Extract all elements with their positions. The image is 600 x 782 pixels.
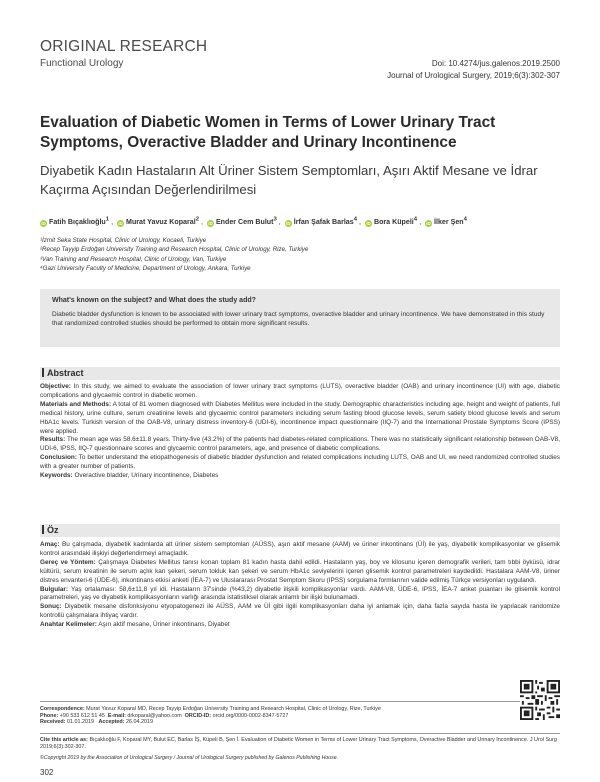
- phone-label: Phone:: [40, 712, 59, 719]
- doi-link[interactable]: Doi: 10.4274/jus.galenos.2019.2500: [431, 59, 560, 68]
- conclusion-label: Conclusion:: [40, 454, 77, 462]
- objective-text: In this study, we aimed to evaluate the association of lower urinary tract symptoms (LUTS), overactive bladder (OAB) and urinary incontinence (UI) with age, diabetic complications and glycaemic control in diabetic women.: [40, 383, 561, 399]
- abstract-keywords: [40, 472, 560, 481]
- heading-marker: [42, 368, 44, 377]
- results-text: The mean age was 58.6±11.8 years. Thirty-five (43.2%) of the patients had diabetes-related complications. There was no statistically significant relationship between OAB-V8, UDI-6, IPSS, IIQ-7 questionnaire scores and glycaemic control parameters, age, and presence of diabetic complications.: [40, 436, 560, 453]
- amac-text: Bu çalışmada, diyabetik kadınlarda alt üriner sistem semptomları (AÜSS), aşırı aktif mesane (AAM) ve üriner inkontinans (Üİ) ile yaş, diyabetik komplikasyonlar ve glisemik kontrol arasındaki ilişkiyi değerlendirmeyi amaçladık.: [40, 541, 561, 557]
- email-label: E-mail:: [107, 712, 126, 719]
- author-name: Bora Küpeli: [373, 218, 414, 227]
- article-title: Evaluation of Diabetic Women in Terms of Lower Urinary Tract Symptoms, Overactive Bladder and Urinary Incontinence: [40, 114, 496, 151]
- objective-label: Objective:: [40, 383, 71, 390]
- methods-text: A total of 81 women diagnosed with Diabetes Mellitus were included in the study. Demographic characteristics including age, height and weight of patients, full medical history, urine culture, serum creatinine levels and glycaemic control parameters including serum fasting blood glucose levels, serum satiety blood glucose levels and serum HbA1c levels. Turkish version of the OAB-V8, urinary distress inventory-6 (UDI-6), incontinence impact questionnaire (IIQ-7) and the International Prostate Symptoms Score (IPSS) were applied.: [40, 400, 560, 435]
- yontem-text: Çalışmaya Diabetes Mellitus tanısı konan toplam 81 kadın hasta dahil edildi. Hastaların yaş, boy ve kilosunu içeren demografik verileri, tam tıbbi öyküsü, idrar kültürü, serum kreatinin ile serum açlık kan şekeri, serum tokluk kan şekeri ve serum HbA1c seviyelerini içeren glisemik kontrol parametreleri kaydedildi. Hastalara AAM-V8, üriner distres envanteri-6 (ÜDE-6), inkontinans etkisi anketi (İEA-7) ve Uluslararası Prostat Semptom Skoru (IPSS) sorgulama formlarının valide edilmiş Türkçe versiyonları uygulandı.: [40, 558, 561, 584]
- cite-label: Cite this article as:: [40, 737, 88, 743]
- author-item[interactable]: [285, 218, 357, 226]
- methods-label: Materials and Methods:: [40, 400, 112, 408]
- journal-citation: Journal of Urological Surgery, 2019;6(3):302-307: [387, 71, 560, 80]
- affiliation-item: ³Van Training and Research Hospital, Clinic of Urology, Van, Turkiye: [40, 255, 227, 263]
- abstract-objective: [40, 383, 560, 401]
- orcid-icon: iD: [286, 221, 291, 227]
- orcid-icon: iD: [208, 221, 213, 227]
- oz-anahtar: [40, 621, 560, 630]
- oz-heading: [40, 524, 560, 537]
- keywords-label: Keywords:: [40, 472, 73, 480]
- qr-code-icon[interactable]: [520, 680, 560, 720]
- abstract-body: [40, 383, 560, 481]
- correspondence-text: Murat Yavuz Koparal MD, Recep Tayyip Erdoğan University Training and Research Hospital, Clinic of Urology, Rize, Turkiye: [86, 706, 381, 712]
- received-label: Received:: [40, 719, 66, 726]
- citation-divider: [40, 733, 560, 734]
- oz-yontem: [40, 559, 560, 586]
- conclusion-text: To better understand the etiopathogenesis of diabetic bladder dysfunction and related complications including LUTS, OAB and UI, we need randomized controlled studies with a greater number of patients.: [40, 454, 560, 471]
- author-item[interactable]: [117, 218, 199, 226]
- orcid-icon: iD: [41, 221, 46, 227]
- author-affiliation-mark: 3: [273, 217, 277, 223]
- oz-sonuc: [40, 603, 560, 621]
- copyright-notice: ©Copyright 2019 by the Association of Urological Surgery / Journal of Urological Surgery published by Galenos Publishing House.: [40, 755, 339, 761]
- author-affiliation-mark: 4: [353, 217, 357, 223]
- page-number: 302: [40, 768, 54, 777]
- affiliation-item: ²Recep Tayyip Erdoğan University Training and Research Hospital, Clinic of Urology, Rize, Turkiye: [40, 246, 309, 254]
- sonuc-label: Sonuç:: [40, 603, 62, 611]
- sonuc-text: Diyabetik mesane disfonksiyonu etyopatogenezi ile AÜSS, AAM ve Üİ gibi ilgili komplikasyonları daha iyi anlamak için, daha fazla sayıda hasta ile yapılacak randomize kontrollü çalışmalara ihtiyaç vardır.: [40, 603, 560, 620]
- author-item[interactable]: [425, 218, 467, 226]
- abstract-conclusion: [40, 454, 560, 472]
- author-item[interactable]: [365, 218, 417, 226]
- article-subtitle-turkish: Diyabetik Kadın Hastaların Alt Üriner Sistem Semptomları, Aşırı Aktif Mesane ve İdrar Kaçırma Açısından Değerlendirilmesi: [40, 163, 538, 197]
- author-name: İlker Şen: [434, 218, 464, 227]
- abstract-heading: [40, 367, 560, 380]
- email-link[interactable]: drkoparal@yahoo.com: [127, 712, 182, 719]
- author-affiliation-mark: 2: [195, 217, 199, 223]
- section-header: [40, 38, 207, 71]
- key-points-box: [40, 289, 560, 347]
- orcid-icon: iD: [118, 221, 123, 227]
- anahtar-label: Anahtar Kelimeler:: [40, 621, 97, 629]
- orcid-link[interactable]: orcid.org/0000-0002-8347-5727: [212, 712, 289, 719]
- abstract-methods: [40, 401, 560, 437]
- affiliation-item: ⁴Gazi University Faculty of Medicine, Department of Urology, Ankara, Turkiye: [40, 264, 251, 272]
- yontem-label: Gereç ve Yöntem:: [40, 558, 96, 566]
- author-item[interactable]: [207, 218, 277, 226]
- key-points-title: What's known on the subject? and What does the study add?: [52, 297, 256, 304]
- author-name: Murat Yavuz Koparal: [126, 218, 196, 227]
- affiliation-list: [40, 236, 560, 273]
- bulgular-text: Yaş ortalaması: 58,6±11,8 yıl idi. Hastaların 37'sinde (%43,2) diyabetle ilişkili komplikasyonlar vardı. AAM-V8, ÜDE-6, IPSS, İEA-7 anket puanları ile glisemik kontrol parametreleri, yaş ve diyabetik komplikasyonların varlığı arasında istatistiksel olarak anlamlı bir ilişki bulunamadı.: [40, 585, 560, 602]
- section-label: ORIGINAL RESEARCH: [40, 38, 208, 55]
- author-name: Fatih Bıçaklıoğlu: [49, 218, 106, 227]
- correspondence-block: [40, 706, 480, 726]
- author-affiliation-mark: 1: [105, 217, 110, 223]
- anahtar-text: Aşırı aktif mesane, Üriner inkontinans, Diyabet: [98, 621, 230, 629]
- oz-body: [40, 541, 560, 630]
- author-name: Ender Cem Bulut: [215, 218, 274, 227]
- accepted-label: Accepted:: [98, 719, 125, 726]
- orcid-icon: iD: [426, 221, 431, 227]
- correspondence-label: Correspondence:: [40, 706, 85, 712]
- key-points-body: Diabetic bladder dysfunction is known to be associated with lower urinary tract symptoms, overactive bladder and urinary incontinence. We have demonstrated in this study that randomized controlled studies should be performed to obtain more significant results.: [52, 311, 545, 327]
- keywords-text: Overactive bladder, Urinary incontinence, Diabetes: [74, 472, 219, 480]
- citation-block: [40, 737, 560, 750]
- abstract-heading-text: Abstract: [47, 368, 84, 378]
- journal-info: [387, 58, 560, 82]
- amac-label: Amaç:: [40, 541, 60, 548]
- bulgular-label: Bulgular:: [40, 585, 69, 593]
- abstract-results: [40, 436, 560, 454]
- results-label: Results:: [40, 436, 66, 444]
- author-affiliation-mark: 4: [463, 217, 467, 223]
- footer-divider: [40, 701, 560, 702]
- orcid-icon: iD: [366, 221, 371, 227]
- author-list: iD Fatih Bıçaklıoğlu$^1$ , iD Murat Yavuz Koparal$^2$ , iD Ender Cem Bulut$^3$ , iD İrfan Şafak Barlas$^4$ , iD Bora Küpeli$^4$ , iD İlker Şen$^4$: [41, 217, 467, 227]
- orcid-label: ORCID-ID:: [184, 712, 212, 719]
- oz-heading-text: Öz: [47, 525, 59, 535]
- heading-marker: [42, 525, 44, 534]
- author-name: İrfan Şafak Barlas: [293, 218, 354, 227]
- oz-bulgular: [40, 586, 560, 604]
- author-affiliation-mark: 4: [413, 217, 418, 223]
- received-date: 01.01.2019: [66, 719, 94, 726]
- author-item[interactable]: [40, 218, 109, 226]
- phone-text: +90 533 612 51 45: [59, 712, 105, 719]
- affiliation-item: ¹İzmit Seka State Hospital, Clinic of Urology, Kocaeli, Turkiye: [40, 237, 207, 244]
- accepted-date: 26.04.2019: [126, 719, 153, 726]
- oz-amac: [40, 541, 560, 559]
- cite-text: Bıçaklıoğlu F, Koparal MY, Bulut EC, Barlas İŞ, Küpeli B, Şen İ. Evaluation of Diabetic Women in Terms of Lower Urinary Tract Symptoms, Overactive Bladder and Urinary Incontinence. J Urol Surg 2019;6(3):302-307.: [40, 737, 557, 750]
- subsection-label: Functional Urology: [40, 58, 124, 69]
